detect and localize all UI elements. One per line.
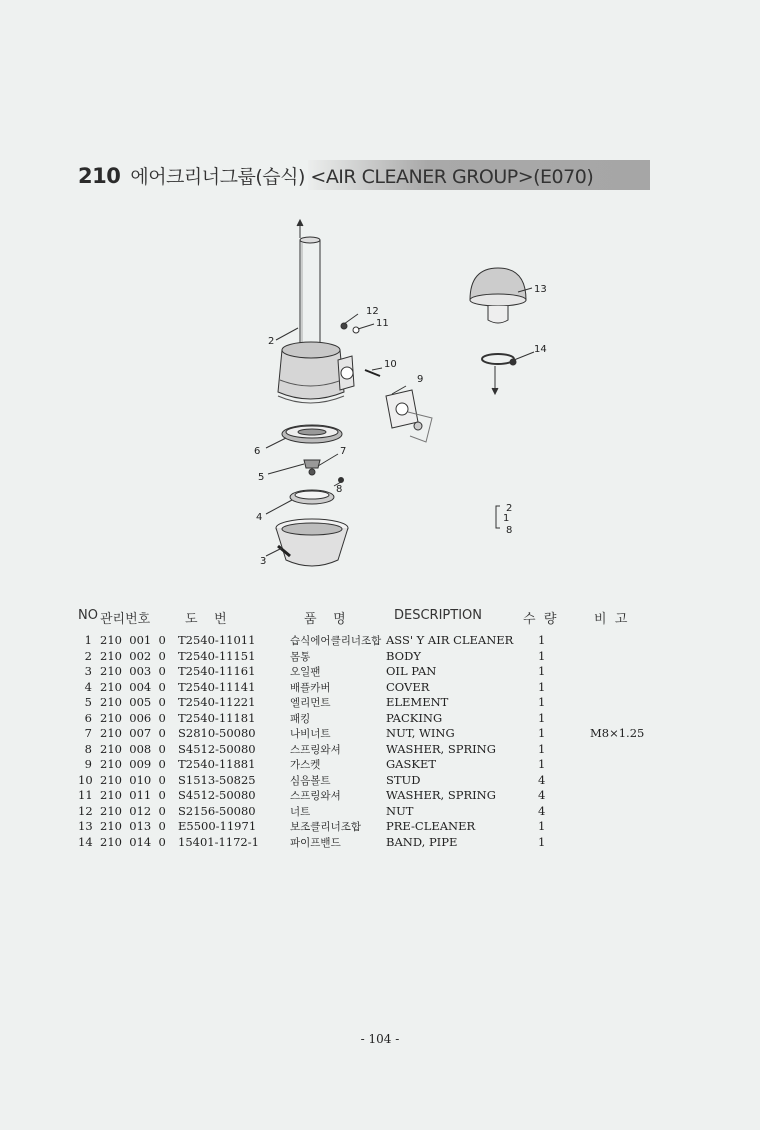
table-row — [78, 819, 678, 835]
callout-12: 12 — [366, 306, 379, 317]
row-qty: 1 — [538, 819, 546, 833]
row-part: T2540-11181 — [178, 710, 256, 725]
group-label-main: 1 — [503, 513, 510, 524]
table-row — [78, 757, 678, 773]
table-row — [78, 711, 678, 727]
row-part: S2810-50080 — [178, 726, 256, 740]
group-label-bottom: 8 — [506, 525, 513, 536]
row-mgmt: 210 012 0 — [100, 803, 166, 818]
row-part: T2540-11881 — [178, 757, 256, 771]
row-no: 4 — [84, 679, 92, 694]
col-header-name: 품 명 — [304, 612, 346, 627]
row-desc: NUT — [386, 803, 414, 818]
row-kor: 스프링와셔 — [290, 743, 341, 756]
row-kor: 엘리먼트 — [290, 697, 331, 709]
callout-4: 4 — [256, 512, 263, 523]
row-part: T2540-11161 — [178, 664, 256, 678]
row-no: 9 — [84, 757, 92, 771]
row-mgmt: 210 003 0 — [100, 664, 166, 678]
table-row — [78, 680, 678, 696]
row-no: 14 — [78, 834, 93, 849]
row-kor: 배플카버 — [290, 681, 331, 694]
callout-10: 10 — [384, 359, 397, 370]
row-part: S2156-50080 — [178, 803, 256, 818]
table-row — [78, 788, 678, 804]
table-row — [78, 773, 678, 789]
col-header-note: 비 고 — [594, 612, 628, 627]
row-kor: 오일팬 — [290, 666, 321, 678]
row-no: 8 — [84, 741, 92, 756]
exploded-parts-diagram — [240, 210, 570, 600]
row-no: 11 — [78, 788, 93, 802]
row-mgmt: 210 001 0 — [100, 633, 166, 647]
row-no: 6 — [84, 710, 92, 725]
table-row — [78, 649, 678, 665]
row-mgmt: 210 004 0 — [100, 679, 166, 694]
row-part: E5500-11971 — [178, 819, 257, 833]
row-qty: 1 — [538, 726, 546, 740]
row-part: T2540-11221 — [178, 695, 256, 709]
row-qty: 1 — [538, 648, 546, 663]
col-header-mgmt: 관리번호 — [100, 612, 151, 627]
row-mgmt: 210 010 0 — [100, 772, 166, 787]
table-row — [78, 695, 678, 711]
callout-5: 5 — [258, 472, 265, 483]
table-row — [78, 726, 678, 742]
row-no: 2 — [84, 648, 92, 663]
row-kor: 보조클리너조합 — [290, 821, 362, 833]
callout-3: 3 — [260, 556, 267, 567]
row-mgmt: 210 006 0 — [100, 710, 166, 725]
row-desc: BODY — [386, 648, 421, 663]
col-header-qty: 수 량 — [523, 612, 557, 627]
callout-14: 14 — [534, 344, 547, 355]
table-row — [78, 742, 678, 758]
row-part: T2540-11141 — [178, 679, 256, 694]
row-kor: 나비너트 — [290, 728, 331, 740]
callout-13: 13 — [534, 284, 547, 295]
section-title — [78, 160, 650, 190]
row-mgmt: 210 005 0 — [100, 695, 166, 709]
callout-2: 2 — [268, 336, 275, 347]
row-mgmt: 210 013 0 — [100, 819, 166, 833]
row-mgmt: 210 007 0 — [100, 726, 166, 740]
callout-8: 8 — [336, 484, 343, 495]
row-desc: WASHER, SPRING — [386, 741, 496, 756]
row-kor: 너트 — [290, 805, 311, 818]
row-desc: ASS' Y AIR CLEANER — [386, 633, 514, 647]
row-desc: NUT, WING — [386, 726, 455, 740]
row-mgmt: 210 002 0 — [100, 648, 166, 663]
row-part: S4512-50080 — [178, 741, 256, 756]
row-part: T2540-11011 — [178, 633, 256, 647]
row-qty: 1 — [538, 664, 546, 678]
row-qty: 1 — [538, 679, 546, 694]
callout-9: 9 — [417, 374, 424, 385]
group-label-top: 2 — [506, 503, 513, 514]
section-title-text: 에어크리너그룹(습식) <AIR CLEANER GROUP>(E070) — [130, 166, 594, 188]
row-desc: STUD — [386, 772, 421, 787]
row-kor: 패킹 — [290, 712, 311, 725]
parts-table — [78, 633, 678, 850]
row-no: 7 — [84, 726, 92, 740]
row-qty: 1 — [538, 633, 546, 647]
row-mgmt: 210 014 0 — [100, 834, 166, 849]
row-qty: 4 — [538, 772, 546, 787]
row-part: S4512-50080 — [178, 788, 256, 802]
row-kor: 몸통 — [290, 650, 311, 663]
row-desc: GASKET — [386, 757, 437, 771]
row-mgmt: 210 009 0 — [100, 757, 166, 771]
row-desc: PACKING — [386, 710, 443, 725]
col-header-no: NO — [78, 608, 98, 623]
row-kor: 파이프밴드 — [290, 836, 341, 849]
table-row — [78, 835, 678, 851]
col-header-drawing: 도 번 — [185, 612, 227, 627]
row-desc: BAND, PIPE — [386, 834, 458, 849]
row-mgmt: 210 008 0 — [100, 741, 166, 756]
table-row — [78, 664, 678, 680]
row-desc: WASHER, SPRING — [386, 788, 496, 802]
row-no: 13 — [78, 819, 93, 833]
row-kor: 심음볼트 — [290, 774, 331, 787]
row-qty: 4 — [538, 788, 546, 802]
row-desc: ELEMENT — [386, 695, 449, 709]
row-part: 15401-1172-1 — [178, 834, 259, 849]
row-desc: PRE-CLEANER — [386, 819, 476, 833]
row-desc: OIL PAN — [386, 664, 437, 678]
row-kor: 스프링와셔 — [290, 790, 341, 802]
table-row — [78, 804, 678, 820]
row-no: 5 — [84, 695, 92, 709]
row-qty: 1 — [538, 757, 546, 771]
row-qty: 1 — [538, 710, 546, 725]
row-qty: 1 — [538, 741, 546, 756]
row-part: S1513-50825 — [178, 772, 256, 787]
page-number: - 104 - — [360, 1032, 400, 1046]
row-kor: 습식에어클리너조합 — [290, 635, 382, 647]
row-no: 10 — [78, 772, 93, 787]
table-row — [78, 633, 678, 649]
row-no: 3 — [84, 664, 92, 678]
row-note: M8×1.25 — [590, 726, 645, 740]
callout-11: 11 — [376, 318, 389, 329]
row-mgmt: 210 011 0 — [100, 788, 166, 802]
row-part: T2540-11151 — [178, 648, 256, 663]
callout-7: 7 — [340, 446, 347, 457]
section-number: 210 — [78, 164, 121, 188]
row-qty: 1 — [538, 695, 546, 709]
row-desc: COVER — [386, 679, 430, 694]
row-qty: 1 — [538, 834, 546, 849]
callout-6: 6 — [254, 446, 261, 457]
row-kor: 가스켓 — [290, 759, 321, 771]
row-no: 1 — [84, 633, 92, 647]
col-header-desc: DESCRIPTION — [394, 608, 482, 623]
row-no: 12 — [78, 803, 93, 818]
row-qty: 4 — [538, 803, 546, 818]
